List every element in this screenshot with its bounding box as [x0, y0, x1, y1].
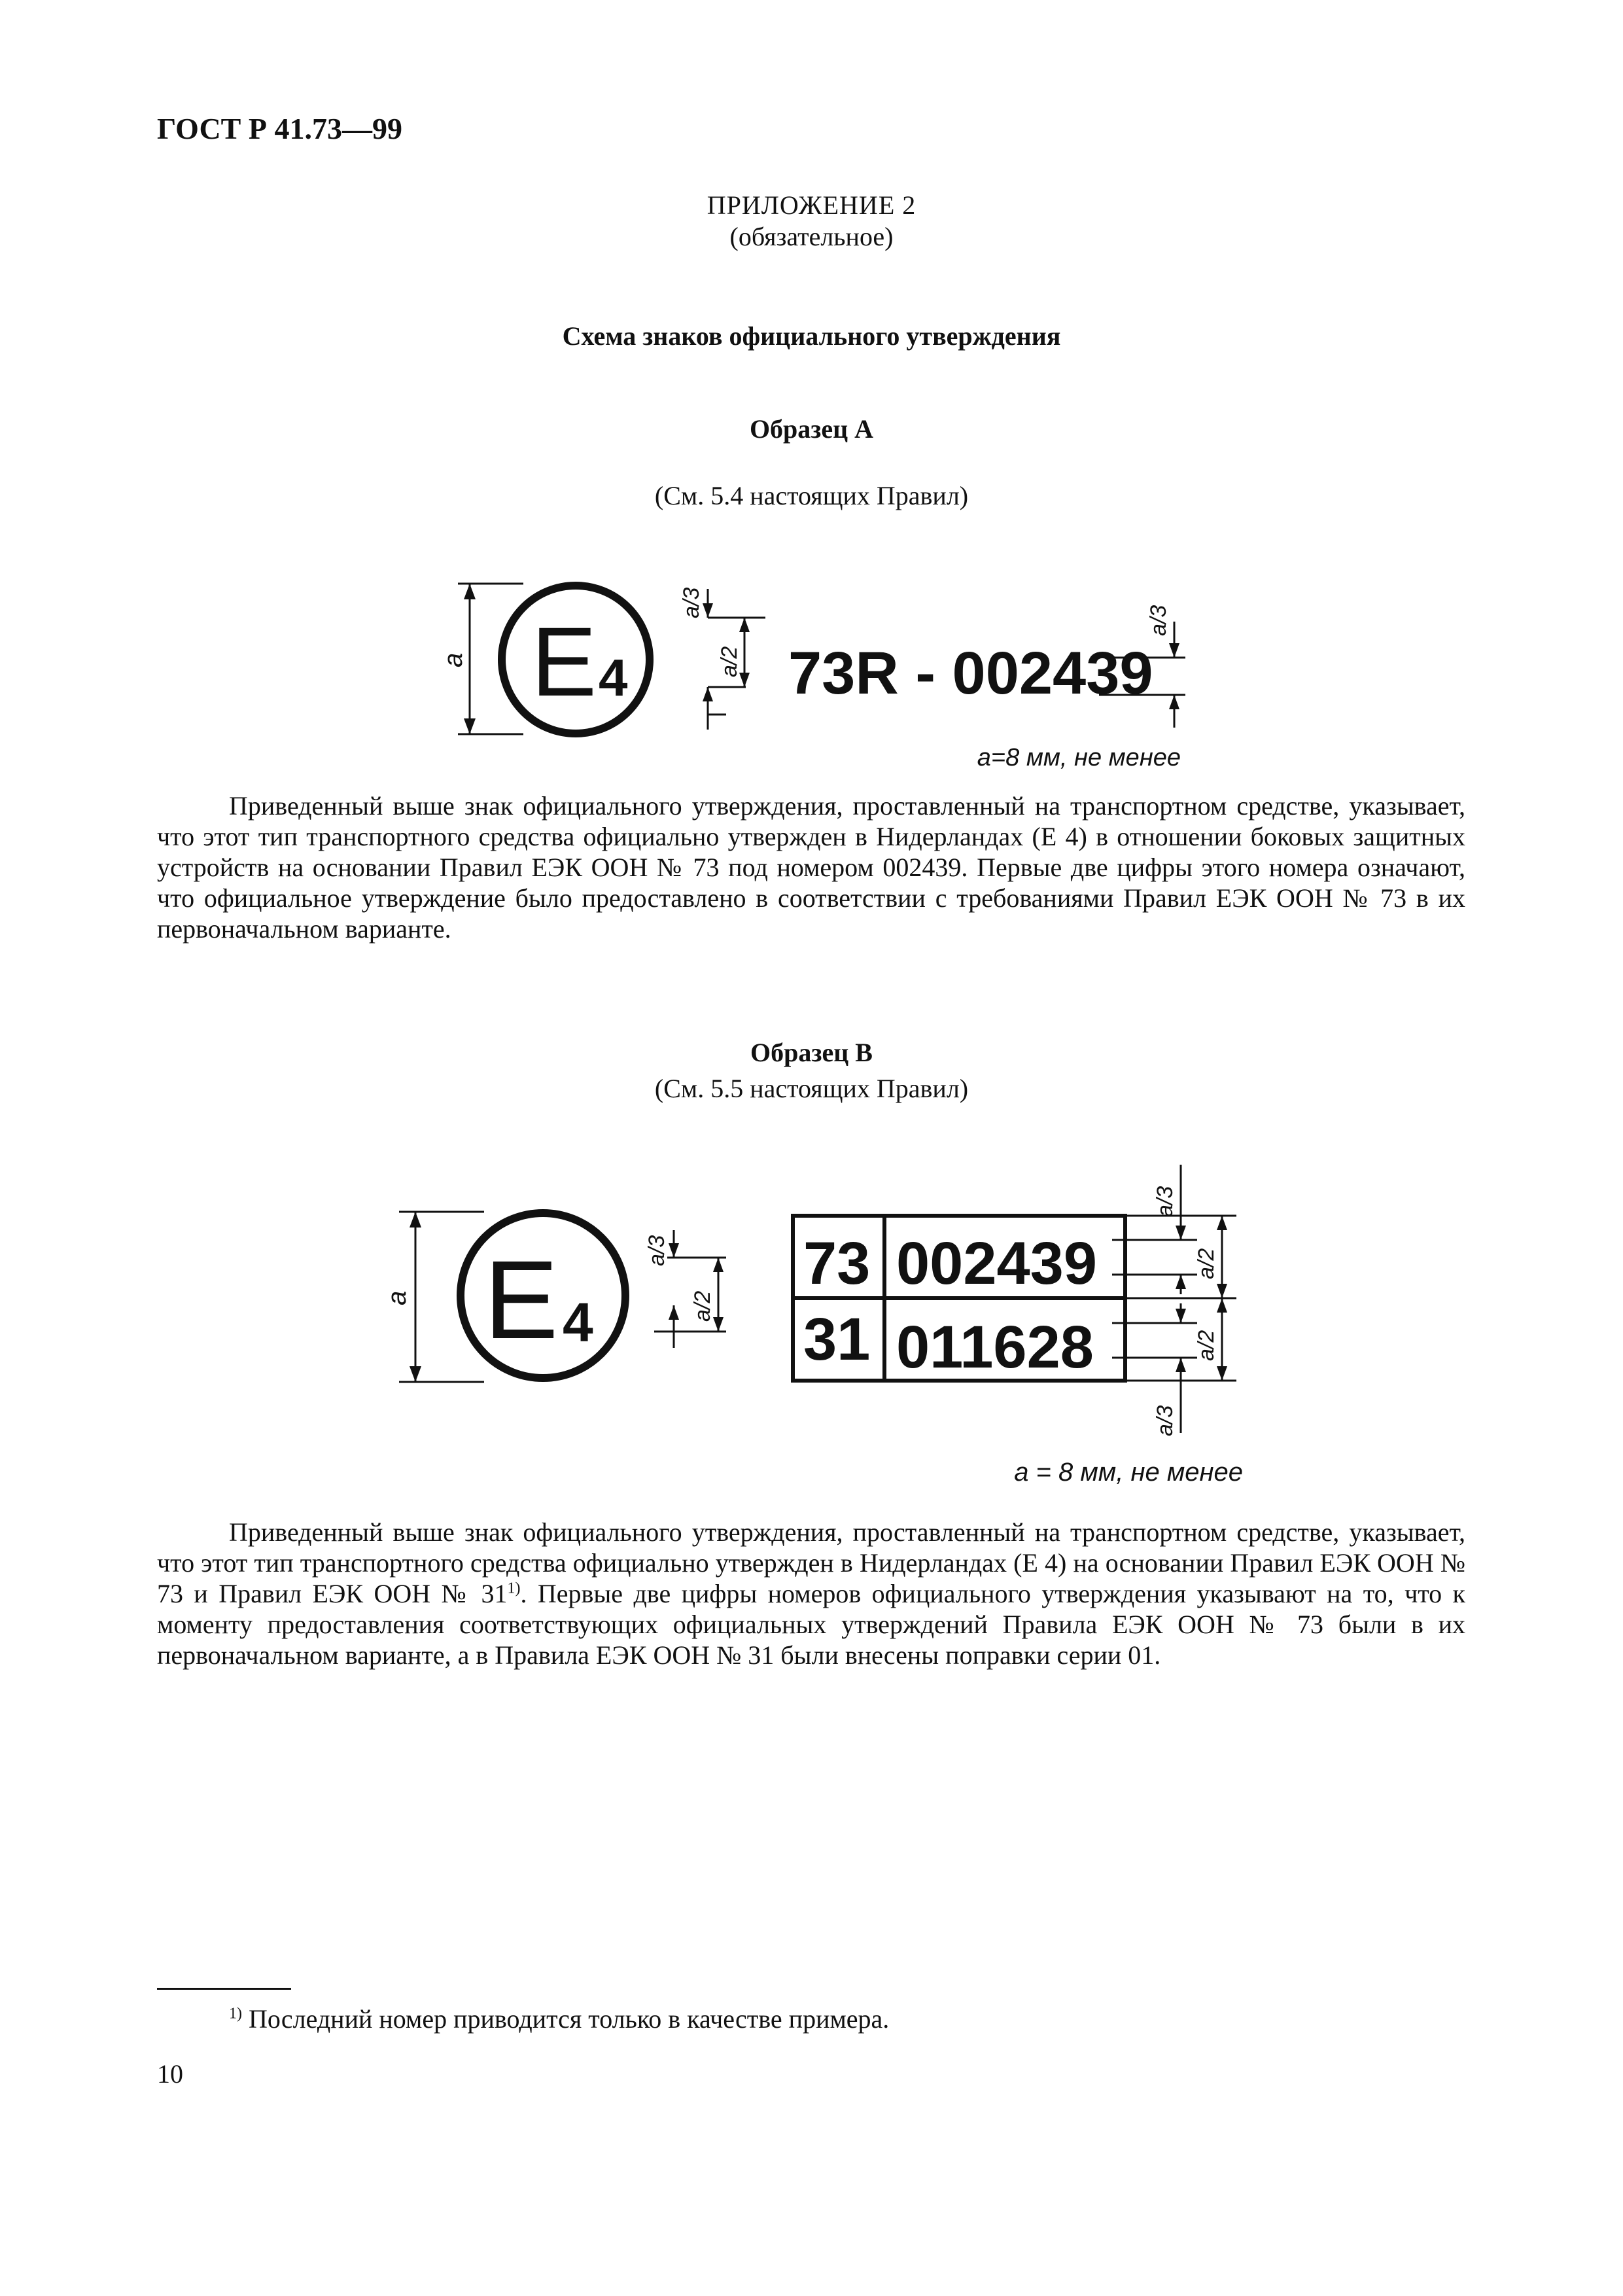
mark-b-row2-number: 011628 [896, 1314, 1094, 1381]
page-number: 10 [157, 2059, 183, 2089]
document-code: ГОСТ Р 41.73—99 [157, 112, 402, 145]
sample-a-reference: (См. 5.4 настоящих Правил) [654, 481, 969, 510]
main-heading: Схема знаков официального утверждения [562, 321, 1061, 351]
sample-b-paragraph [157, 1517, 1465, 1670]
mark-b-row1-regulation: 73 [803, 1230, 871, 1297]
approval-mark-a-figure [0, 563, 1623, 785]
mark-b-dim-a3-top: a/3 [1153, 1186, 1178, 1217]
approval-mark-a-svg [0, 563, 1623, 785]
mark-b-dim-a2: a/2 [690, 1290, 715, 1322]
mark-b-dim-a3: a/3 [644, 1235, 669, 1266]
mark-b-dim-a2-bottom: a/2 [1194, 1330, 1219, 1361]
appendix-status: (обязательное) [729, 222, 894, 251]
mark-b-dim-a: a [383, 1290, 411, 1305]
mark-a-dim-a2: a/2 [717, 646, 742, 677]
mark-a-country: 4 [599, 648, 628, 707]
mark-b-row2-regulation: 31 [803, 1306, 871, 1373]
mark-a-dim-a3-right: a/3 [1146, 605, 1171, 636]
mark-b-letter: E [484, 1238, 559, 1362]
mark-a-size-note: a=8 мм, не менее [977, 744, 1181, 771]
sample-a-title: Образец А [749, 414, 874, 444]
sample-a-paragraph: Приведенный выше знак официального утверждения, проставленный на транспортном средстве, указывает, что этот тип транспортного средства официально утвержден в Нидерландах (Е 4) в отношении боковых защитных устройств на основании Правил ЕЭК ООН № 73 под номером 002439. Первые две цифры этого номера означают, что официальное утверждение было предоставлено в соответствии с требованиями Правил ЕЭК ООН № 73 в их первоначальном варианте. [157, 791, 1465, 944]
footnote-text: Последний номер приводится только в качестве примера. [242, 2004, 890, 2034]
mark-a-dim-a3: a/3 [679, 587, 704, 618]
mark-b-dim-a2-top: a/2 [1194, 1248, 1219, 1279]
sample-b-footnote-ref: 1) [507, 1580, 521, 1597]
footnote [229, 2004, 889, 2034]
sample-b-reference: (См. 5.5 настоящих Правил) [654, 1074, 969, 1103]
mark-a-approval-number: 73R - 002439 [788, 640, 1153, 707]
mark-b-country: 4 [563, 1292, 593, 1353]
mark-a-letter: E [531, 607, 597, 716]
sample-b-paragraph-text: Приведенный выше знак официального утверждения, проставленный на транспортном средстве, указывает, что этот тип транспортного средства официально утвержден в Нидерландах (Е 4) на основании Правил ЕЭК ООН № 73 и Правил ЕЭК ООН № 31 [157, 1517, 1465, 1608]
approval-mark-b-svg [0, 1152, 1623, 1453]
footnote-divider [157, 1988, 291, 1990]
mark-a-dim-a: a [439, 652, 468, 667]
appendix-title: ПРИЛОЖЕНИЕ 2 [707, 190, 916, 220]
sample-b-title: Образец В [750, 1038, 873, 1067]
footnote-marker: 1) [229, 2005, 242, 2022]
mark-b-size-note: a = 8 мм, не менее [1014, 1458, 1243, 1487]
approval-mark-b-figure [0, 1152, 1623, 1453]
mark-b-row1-number: 002439 [896, 1230, 1097, 1297]
sample-b-paragraph-tail: . Первые две цифры номеров официального утверждения указывают на то, что к моменту предоставления соответствующих официальных утверждений Правила ЕЭК ООН № 73 были в их первоначальном варианте, а в Правила ЕЭК ООН № 31 были внесены поправки серии 01. [157, 1579, 1465, 1670]
mark-b-dim-a3-bottom: a/3 [1153, 1405, 1178, 1436]
